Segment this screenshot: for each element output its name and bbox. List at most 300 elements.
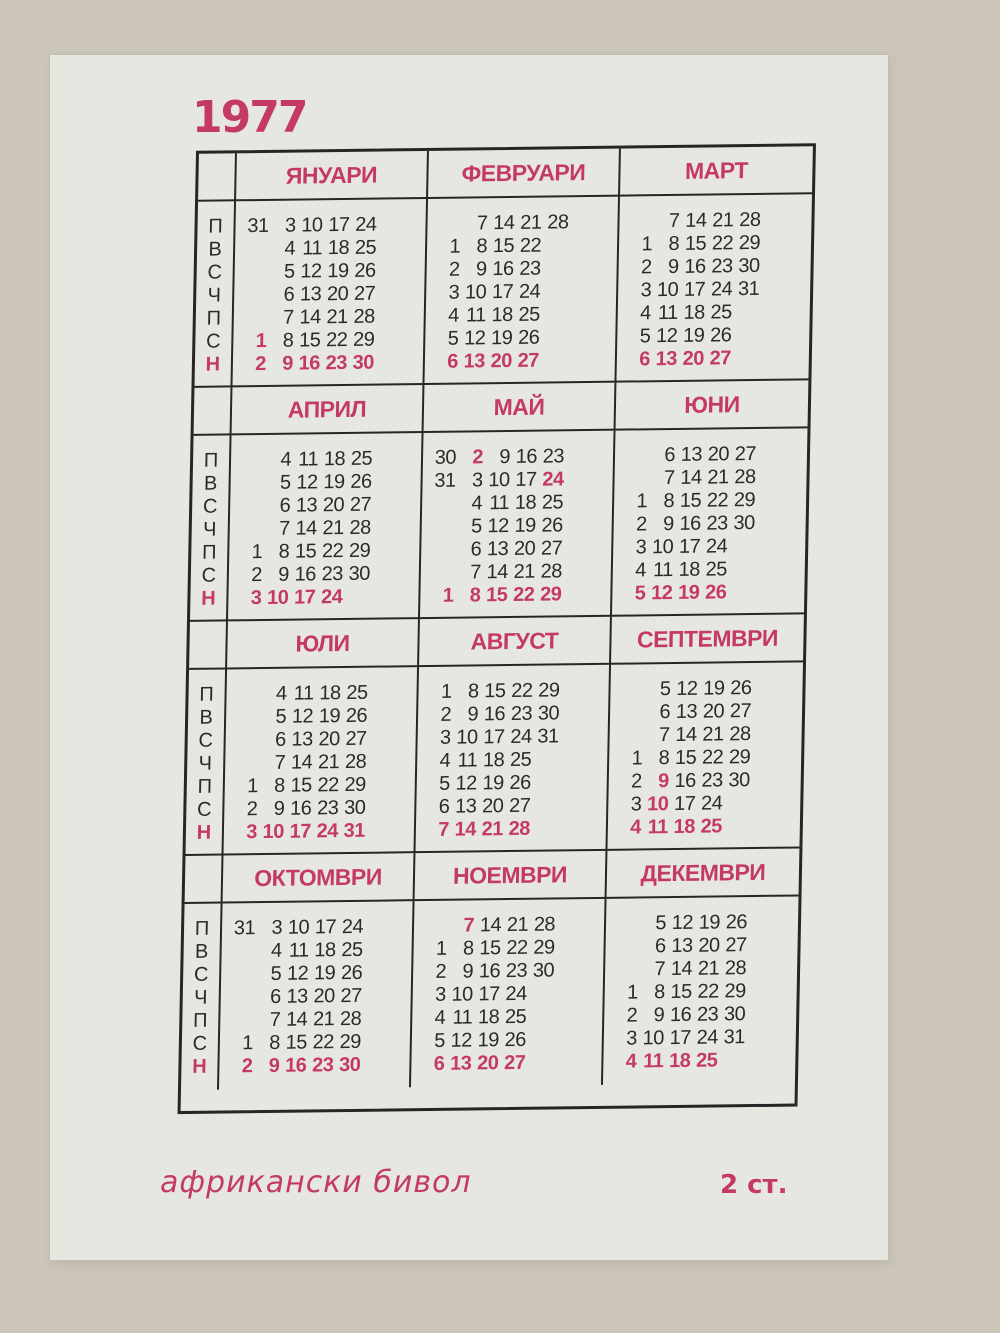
day-cell: 8 [273,774,286,797]
day-cell: 30 [348,562,371,585]
day-cell: 5 [270,962,282,985]
day-cell: 30 [343,796,366,820]
day-cell: 17 [683,278,706,301]
day-cell [625,210,652,233]
day-cell: 30 [434,446,457,469]
weekday-label: П [194,917,210,940]
day-cell: 26 [345,704,368,728]
day-cell: 14 [299,306,321,329]
day-cell: 21 [697,957,720,980]
day-cell: 18 [327,236,350,260]
day-cell [232,683,259,706]
corner-cell [189,621,228,669]
day-cell: 23 [701,769,723,792]
month-days [219,901,415,1089]
day-cell [231,752,258,775]
day-cell: 24 [518,280,541,303]
day-cell: 15 [285,1031,308,1054]
weekday-label: С [192,1032,208,1055]
day-cell: 11 [465,304,486,327]
day-cell: 10 [656,278,679,302]
day-cell: 4 [275,682,287,705]
day-cell: 16 [294,563,317,586]
day-cell: 19 [313,962,336,985]
day-cell: 25 [350,447,373,470]
day-cell: 29 [538,679,560,702]
day-cell: 19 [327,259,349,283]
day-cell [540,280,567,303]
day-cell: 13 [295,494,318,517]
day-cell [241,238,268,261]
day-cell: 2 [626,1004,638,1027]
day-cell [731,347,758,370]
day-cell: 16 [284,1054,307,1077]
weekday-label: П [208,215,223,238]
day-cell: 18 [482,749,505,772]
day-cell: 18 [683,301,705,324]
day-cell: 27 [340,984,362,1008]
day-cell: 9 [667,255,679,279]
day-cell: 29 [339,1030,362,1054]
day-cell: 25 [509,748,532,772]
day-cell: 10 [262,820,285,844]
day-cell: 27 [725,934,747,957]
day-cell: 3 [471,469,483,492]
day-cell: 17 [328,213,350,237]
day-cell: 24 [510,725,532,748]
day-cell: 28 [339,1007,362,1031]
weekday-label: С [207,261,223,284]
day-cell: 6 [433,1052,445,1075]
day-cell: 20 [513,537,536,560]
day-cell: 27 [353,282,376,305]
day-cell: 15 [479,937,501,960]
day-cell: 12 [671,911,694,935]
day-cell: 11 [643,1050,664,1073]
weekday-labels [181,904,223,1091]
day-cell: 4 [625,1050,637,1073]
day-cell: 28 [349,516,371,539]
weekday-label: В [194,940,209,963]
day-cell [731,324,758,347]
day-cell: 21 [322,517,344,540]
day-cell: 4 [471,492,483,515]
day-cell [540,257,567,280]
day-cell [616,678,643,701]
weekday-label: П [199,683,214,706]
day-cell: 23 [706,512,728,535]
day-cell: 12 [487,514,509,538]
day-cell: 31 [723,1026,746,1049]
day-cell: 6 [438,795,450,818]
day-cell: 11 [288,939,309,962]
month-days [232,199,428,387]
day-cell: 7 [269,1008,281,1031]
day-cell: 3 [434,983,446,1006]
day-cell: 12 [455,772,477,795]
day-cell: 24 [705,535,728,558]
day-cell: 4 [630,816,642,839]
day-cell: 14 [685,209,707,232]
day-cell: 25 [700,815,723,838]
day-cell: 12 [450,1029,473,1052]
day-cell: 8 [282,329,294,352]
day-cell: 17 [515,468,537,491]
day-cell: 5 [655,912,667,935]
day-cell: 9 [499,445,511,469]
day-cell [227,940,254,963]
day-cell: 22 [325,328,348,352]
day-cell: 14 [670,957,693,981]
day-cell: 26 [704,581,727,604]
day-cell: 22 [317,774,340,797]
day-cell: 22 [321,540,344,563]
day-cell: 29 [348,539,371,562]
day-cell: 11 [652,558,674,582]
day-cell: 25 [518,303,540,326]
day-cell: 12 [296,471,318,494]
day-cell: 2 [448,258,460,281]
caption: африкански бивол [160,1165,472,1200]
day-cell [621,444,648,467]
day-cell [540,303,567,326]
day-cell: 16 [679,512,701,535]
day-cell: 28 [729,723,751,746]
day-cell [342,586,369,609]
month-name: СЕПТЕМВРИ [611,614,804,664]
day-cell: 17 [293,586,316,609]
day-cell: 7 [282,306,295,329]
day-cell: 23 [510,702,533,725]
day-cell: 15 [674,746,697,769]
day-cell [727,535,754,558]
price: 2 ст. [720,1170,788,1200]
day-cell: 9 [467,703,479,726]
day-cell: 29 [533,936,555,959]
year-title: 1977 [192,92,307,143]
day-cell: 6 [274,728,286,751]
day-cell [226,1009,253,1032]
month-days [424,197,620,385]
day-cell: 31 [737,277,760,301]
day-cell: 5 [470,515,482,538]
day-cell: 2 [440,703,452,726]
day-cell: 5 [434,1029,446,1052]
weekday-label: П [201,541,217,564]
day-cell: 19 [703,677,725,700]
day-cell: 30 [738,254,760,278]
day-cell: 15 [670,980,692,1004]
day-cell: 8 [476,235,488,258]
day-cell: 2 [255,352,267,376]
day-cell: 17 [673,792,696,815]
day-cell: 10 [451,983,473,1006]
day-cell: 16 [674,769,696,792]
day-cell: 11 [657,301,678,325]
day-cell: 11 [298,448,319,471]
month-name: НОЕМВРИ [415,851,608,901]
day-cell: 1 [631,747,643,770]
day-cell: 21 [312,1008,335,1031]
day-cell: 30 [338,1053,361,1077]
day-cell: 13 [286,985,308,1008]
weekday-label: С [193,963,209,986]
weekday-label: Н [196,821,212,844]
day-cell: 7 [278,517,290,540]
day-cell: 13 [291,728,313,751]
day-cell: 16 [298,352,321,375]
day-cell: 18 [477,1006,500,1029]
day-cell [526,982,553,1005]
day-cell: 2 [640,256,652,279]
month-days [223,667,419,855]
day-cell: 31 [537,725,559,748]
day-cell [615,724,642,747]
day-cell: 26 [504,1028,527,1052]
weekday-label: Ч [207,284,222,307]
day-cell: 10 [287,916,310,939]
day-cell: 15 [684,232,707,255]
day-cell: 30 [352,351,375,374]
day-cell: 22 [701,746,724,769]
day-cell: 8 [653,981,665,1004]
month-days [603,896,799,1084]
day-cell: 22 [312,1031,335,1054]
month-days [415,665,611,853]
day-cell: 3 [640,279,652,302]
day-cell [240,284,267,307]
day-cell: 12 [300,260,322,283]
month-name: ЯНУАРИ [236,151,429,201]
day-cell: 15 [484,680,506,703]
day-cell: 14 [486,561,509,584]
day-cell [616,701,643,724]
day-cell: 4 [447,304,459,327]
day-cell: 22 [711,232,734,255]
day-cell: 24 [341,915,364,939]
day-cell: 29 [352,328,375,351]
day-cell: 8 [668,232,680,256]
day-cell: 3 [626,1027,638,1050]
day-cell [539,326,566,349]
day-cell: 16 [669,1003,692,1027]
day-cell: 5 [283,260,295,283]
day-cell: 4 [434,1006,446,1029]
day-cell [227,963,254,986]
day-cell: 30 [723,1003,746,1026]
day-cell: 23 [711,255,733,278]
day-cell [531,748,558,771]
day-cell: 26 [509,771,531,795]
day-cell: 18 [319,682,341,705]
day-cell: 12 [463,327,486,350]
day-cell [722,792,749,815]
month-days [228,433,424,621]
day-cell: 4 [270,939,282,962]
day-cell: 6 [279,494,291,517]
day-cell: 13 [463,350,486,373]
day-cell: 4 [639,302,651,325]
day-cell: 1 [449,235,461,258]
day-cell [232,706,259,729]
day-cell: 1 [255,329,267,353]
day-cell: 12 [286,962,309,985]
day-cell: 11 [452,1006,473,1029]
day-cell: 1 [246,775,259,798]
day-cell: 21 [707,466,729,489]
day-cell [530,817,557,840]
day-cell: 10 [651,535,674,559]
day-cell: 7 [658,724,670,747]
day-cell: 22 [519,234,542,257]
day-cell [240,307,267,330]
day-cell: 8 [467,680,479,703]
day-cell: 24 [710,278,733,301]
day-cell [236,495,263,518]
day-cell: 7 [654,958,666,981]
day-cell: 30 [728,769,750,792]
day-cell: 13 [680,443,703,466]
month-days [420,431,616,619]
day-cell [620,467,647,490]
weekday-label: Ч [193,986,208,1009]
day-cell: 6 [447,350,459,373]
day-cell: 15 [679,489,702,512]
day-cell [722,815,749,838]
day-cell: 28 [344,750,367,774]
day-cell [526,1005,553,1028]
day-cell: 1 [435,937,447,960]
month-name: АВГУСТ [419,617,612,667]
day-cell: 23 [316,797,339,820]
day-cell: 22 [706,489,729,512]
day-cell: 9 [268,1054,280,1077]
day-cell: 16 [483,703,506,726]
day-cell: 19 [698,911,721,934]
day-cell: 3 [630,793,642,816]
day-cell: 21 [513,560,536,583]
day-cell: 25 [354,236,377,259]
day-cell: 3 [246,821,258,844]
day-cell: 28 [540,560,563,583]
day-cell: 22 [512,583,535,606]
day-cell: 8 [462,937,474,960]
day-cell: 2 [472,446,484,469]
day-cell: 23 [505,959,528,983]
day-cell: 27 [540,537,563,560]
day-cell: 4 [634,559,647,582]
day-cell: 9 [273,797,285,820]
month-name: ЮЛИ [227,619,420,669]
day-cell [539,349,566,372]
day-cell: 26 [340,961,363,985]
day-cell: 13 [655,347,678,371]
day-cell [427,539,454,562]
weekday-label: Н [200,587,216,610]
day-cell: 15 [298,329,321,352]
month-name: ДЕКЕМВРИ [607,848,800,898]
day-cell: 1 [251,541,263,564]
day-cell: 13 [675,700,698,723]
day-cell: 31 [247,214,269,238]
day-cell: 18 [514,491,537,514]
weekday-label: С [198,729,214,752]
day-cell: 2 [246,798,258,821]
day-cell: 16 [515,445,538,468]
day-cell: 2 [251,564,263,587]
day-cell [227,986,254,1009]
day-cell [611,935,638,958]
day-cell: 19 [477,1029,500,1052]
day-cell: 16 [478,960,501,983]
day-cell: 10 [301,214,323,237]
day-cell: 9 [282,352,294,375]
day-cell: 21 [317,751,340,774]
day-cell: 24 [355,213,377,236]
day-cell: 13 [299,283,322,306]
day-cell: 14 [479,914,502,937]
day-cell: 7 [668,209,680,233]
month-days [612,428,808,616]
month-name: МАЙ [424,383,617,433]
day-cell: 9 [657,770,669,793]
day-cell: 30 [532,959,555,982]
day-cell: 29 [733,488,756,512]
day-cell: 18 [668,1049,691,1073]
day-cell: 27 [517,349,540,372]
day-cell: 17 [678,535,701,558]
day-cell: 2 [241,1055,253,1078]
day-cell: 28 [547,211,569,234]
day-cell: 13 [486,537,509,561]
day-cell [236,472,263,495]
day-cell: 3 [284,214,296,237]
day-cell: 21 [506,913,529,937]
day-cell: 30 [537,702,560,725]
day-cell [428,493,455,516]
day-cell: 1 [442,584,454,607]
day-cell: 28 [353,305,375,328]
day-cell: 7 [476,212,488,235]
day-cell: 10 [488,468,510,492]
day-cell: 22 [697,980,719,1003]
day-cell: 31 [233,917,256,940]
day-cell: 24 [505,982,527,1006]
day-cell: 25 [710,301,732,324]
day-cell: 26 [350,470,372,493]
day-cell: 29 [728,746,751,769]
day-cell [427,562,454,585]
day-cell [732,301,759,324]
day-cell: 7 [274,751,286,774]
day-cell: 15 [485,584,508,607]
day-cell: 23 [542,445,565,468]
day-cell: 26 [725,911,748,934]
day-cell: 20 [476,1052,499,1075]
day-cell: 11 [489,491,510,515]
day-cell: 3 [635,536,647,559]
day-cell: 16 [289,797,312,820]
weekday-label: Ч [202,518,217,541]
day-cell: 1 [626,981,638,1004]
day-cell: 5 [659,678,671,701]
day-cell: 10 [464,281,487,304]
day-cell: 12 [650,581,673,605]
day-cell: 8 [278,540,290,563]
day-cell: 4 [284,237,296,260]
weekday-label: В [199,706,214,729]
day-cell: 5 [275,705,287,728]
